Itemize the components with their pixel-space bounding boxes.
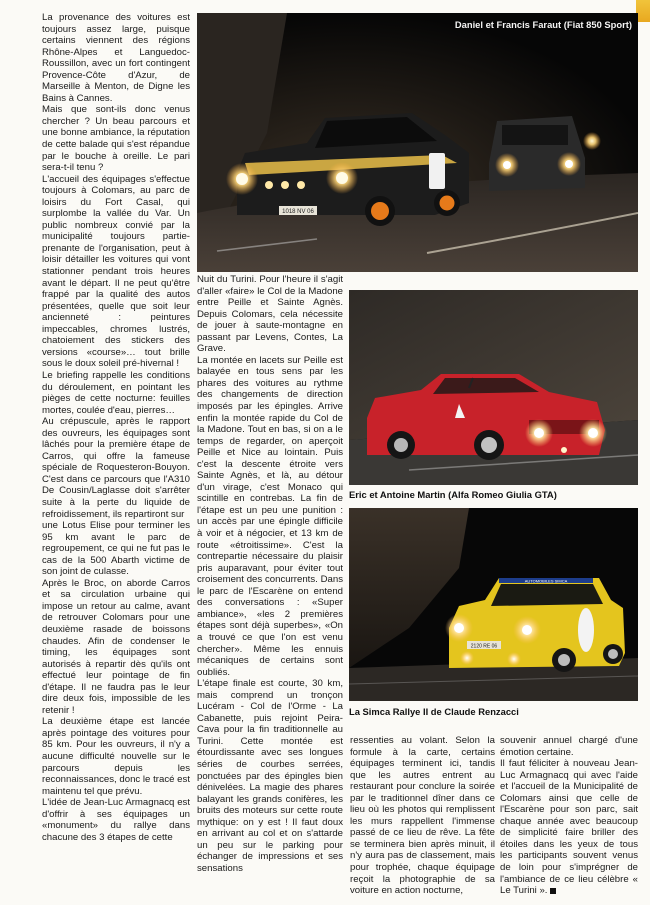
fiat-plate: 1018 NV 06: [282, 209, 314, 215]
paragraph: Au crépuscule, après le rapport des ouvreurs, les équipages sont lâchés pour la première étape de Carros, qui offre la fameuse spéciale de Roquesteron-Bouyon. C'est dans ce parcours que l'A310 De Cousin/Laglasse doit s'arrêter suite à la perte du liquide de refroidissement, ils repartiront sur: [42, 416, 190, 520]
text-column-3: [350, 735, 495, 900]
paragraph: La deuxième étape est lancée après pointage des voitures pour 85 km. Pour les ouvreurs, il n'y a aucune difficulté nouvelle sur le parcours depuis les reconnaissances, donc le tracé est maintenu tel que prévu.: [42, 716, 190, 797]
text-column-1: [42, 12, 190, 897]
end-of-article-mark: [550, 888, 556, 894]
page-corner-tab: [636, 0, 650, 22]
paragraph: souvenir annuel chargé d'une émotion certaine.: [500, 735, 638, 758]
photo-caption-fiat: Daniel et Francis Faraut (Fiat 850 Sport): [454, 19, 632, 30]
paragraph: une Lotus Elise pour terminer les 95 km avant le parc de regroupement, ce qui ne fut pas le cas de la 500 Abarth victime de son joint de culasse.: [42, 520, 190, 578]
text-column-2: [197, 274, 343, 899]
paragraph: ressenties au volant. Selon la formule à la carte, certains équipages terminent ici, tandis que les autres entrent au restaurant pour conclure la soirée par le traditionnel dîner dans ce lieu où les photos qui remplissent les murs rappellent l'immense passé de ce lieu de rêve. La fête se terminera bien après minuit, il n'y aura pas de classement, mais pour trophée, chaque équipage reçoit la photographie de sa voiture en action nocturne,: [350, 735, 495, 897]
photo-caption-simca: La Simca Rallye II de Claude Renzacci: [349, 706, 519, 717]
svg-text:AUTOMOBILES SIMCA: AUTOMOBILES SIMCA: [524, 578, 568, 584]
paragraph: Nuit du Turini. Pour l'heure il s'agit d'aller «faire» le Col de la Madone entre Peille et Sainte Agnès. Depuis Colomars, cela nécessite de jouer à saute-montagne en passant par Levens, Contes, La Grave.: [197, 274, 343, 355]
paragraph: Après le Broc, on aborde Carros et sa circulation urbaine qui impose un retour au calme, avant de retrouver Colomars pour une deuxième rasade de boissons chaudes. Afin de condenser le timing, les équipages sont autorisés à repartir dès qu'ils ont effectué leur pointage de fin d'étape. Il ne faudra pas le leur dire deux fois, impossible de les retenir !: [42, 577, 190, 716]
paragraph: La provenance des voitures est toujours assez large, puisque certains viennent des régions Rhône-Alpes et Languedoc-Roussillon, avec un fort contingent Provence-Côte d'Azur, de Marseille à Menton, de Digne les Bains à Cannes.: [42, 12, 190, 104]
paragraph: L'étape finale est courte, 30 km, mais comprend un tronçon Lucéram - Col de l'Orme - La Cabanette, puis rejoint Peira-Cava pour la fin traditionnelle au Turini. Cette montée est étourdissante avec ses longues séries de courbes serrées, ponctuées par des épingles bien dénivelées. La magie des phares balayant les grands conifères, les bruits des moteurs sur cette route mythique: on y est ! Il faut doux en arrivant au col et on s'attarde un peu sur le parking pour échanger de impressions et ses sensations: [197, 678, 343, 874]
photo-caption-alfa: Eric et Antoine Martin (Alfa Romeo Giulia GTA): [349, 489, 557, 500]
text-column-4: [500, 735, 638, 900]
paragraph: L'accueil des équipages s'effectue toujours à Colomars, au parc de loisirs du Fort Casal, qui surplombe la vallée du Var. Un public nombreux convié par la municipalité toujours partie-prenante de l'organisation, peut à loisir détailler les voitures qui vont stationner pendant trois heures avant le départ. Il ne peut qu'être frappé par la qualité des autos présentées, quelle que soit leur ancienneté : peintures impeccables, chromes lustrés, chatoiement des stickers des versions «course»… tout brille sous le doux soleil pré-hivernal !: [42, 173, 190, 370]
photo-simca-rallye-ii: [349, 508, 638, 701]
paragraph: La montée en lacets sur Peille est balayée en tous sens par les phares des voitures au rythme des changements de direction imposés par les épingles. Arrive enfin la montée rapide du Col de la Madone. Tout en bas, si on a le temps de regarder, on aperçoit Peille et Nice au lointain. Puis c'est la descente étroite vers Sainte Agnès, et là, au détour d'un virage, c'est Monaco qui scintille en contrebas. La fin de l'étape est un peu une punition : un accès par une épingle difficile à voir et à négocier, et 13 km de route «étroitissime». C'est la contrepartie nécessaire du plaisir pris auparavant, pour éviter tout croisement des concurrents. Dans le parc de l'Escarène on entend des conversations : «Super ambiance», «les 2 premières étapes sont déjà superbes», «On a trouvé ce que l'on est venu chercher». Même les ennuis mécaniques de certains sont oubliés.: [197, 354, 343, 678]
photo-fiat-850-sport: [197, 13, 638, 272]
simca-plate: 2120 RE 06: [470, 643, 498, 650]
paragraph: Le briefing rappelle les conditions du déroulement, en pointant les pièges de cette nocturne: feuilles mortes, coulée d'eau, pierres…: [42, 369, 190, 416]
photo-alfa-romeo-giulia-gta: [349, 290, 638, 485]
paragraph: [500, 758, 638, 897]
paragraph: Mais que sont-ils donc venus chercher ? Un beau parcours et une bonne ambiance, la réputation de cette balade qui s'est répandue par le bouche à oreille. Le pari sera-t-il tenu ?: [42, 104, 190, 174]
paragraph: L'idée de Jean-Luc Armagnacq est d'offrir à ses équipages un «monument» du rallye dans chacune des 3 étapes de cette: [42, 797, 190, 843]
paragraph-text: Il faut féliciter à nouveau Jean-Luc Armagnacq qui avec l'aide et l'accueil de la Municipalité de Colomars ainsi que celle de l'Escarène pour son parc, sait chaque année avec beaucoup de simplicité faire briller des étoiles dans les yeux de tous les participants souvent venus de loin pour s'imprégner de l'ambiance de ce lieu célèbre « Le Turini ».: [500, 758, 638, 897]
